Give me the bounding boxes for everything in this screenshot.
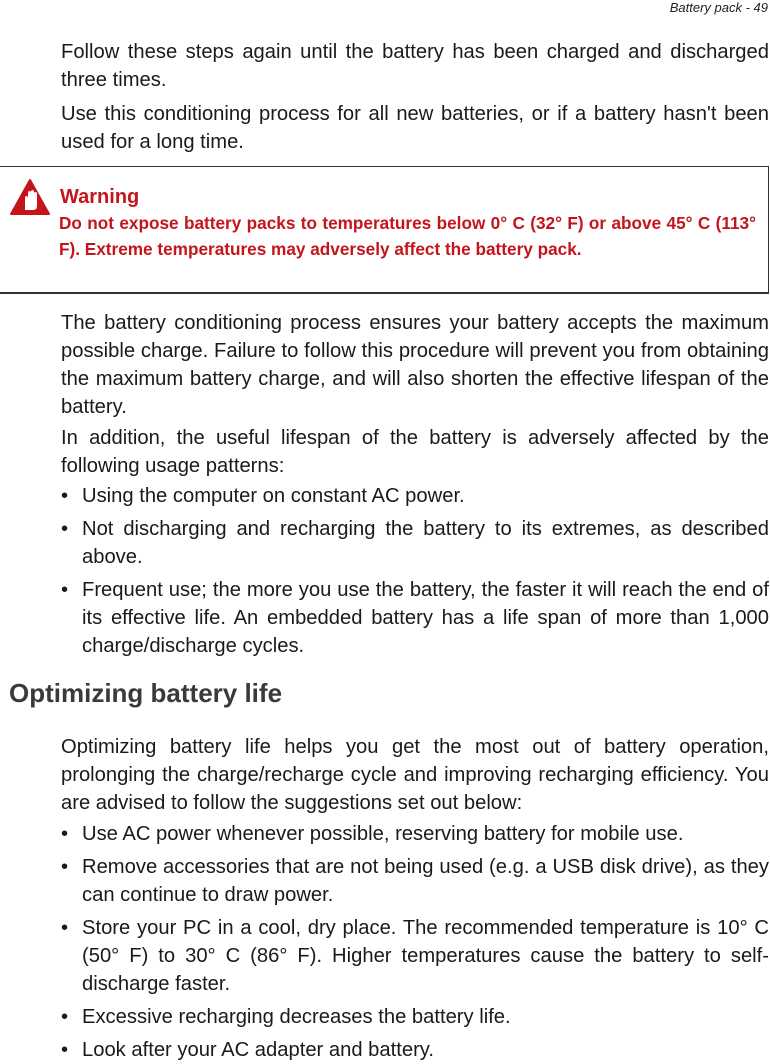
bullet-marker: • — [61, 856, 69, 878]
list-item — [61, 1003, 769, 1031]
list-item — [61, 1036, 769, 1064]
list-item — [61, 482, 769, 510]
list-item-text: Use AC power whenever possible, reserving battery for mobile use. — [82, 823, 684, 845]
list-item — [61, 914, 769, 998]
list-item-text: Store your PC in a cool, dry place. The recommended temperature is 10° C (50° F) to 30° C (86° F). Higher temperatures cause the battery to self-discharge faster. — [82, 917, 769, 995]
list-item-text: Remove accessories that are not being used (e.g. a USB disk drive), as they can continue to draw power. — [82, 856, 769, 906]
warning-box — [0, 166, 769, 294]
list-item-text: Look after your AC adapter and battery. — [82, 1039, 434, 1061]
intro-paragraph-1: Follow these steps again until the battery has been charged and discharged three times. — [61, 41, 769, 91]
conditioning-paragraph-2: In addition, the useful lifespan of the battery is adversely affected by the following usage patterns: — [61, 427, 769, 477]
bullet-marker: • — [61, 823, 69, 845]
list-item-text: Not discharging and recharging the battery to its extremes, as described above. — [82, 518, 769, 568]
list-item-text: Excessive recharging decreases the battery life. — [82, 1006, 511, 1028]
list-item — [61, 820, 769, 848]
list-item-text: Using the computer on constant AC power. — [82, 485, 465, 507]
list-item-text: Frequent use; the more you use the battery, the faster it will reach the end of its effective life. An embedded battery has a life span of more than 1,000 charge/discharge cycles. — [82, 579, 769, 657]
bullet-marker: • — [61, 485, 69, 507]
warning-hand-icon — [10, 179, 50, 215]
bullet-marker: • — [61, 917, 69, 939]
list-item — [61, 853, 769, 909]
optimizing-paragraph: Optimizing battery life helps you get the most out of battery operation, prolonging the charge/recharge cycle and improving recharging efficiency. You are advised to follow the suggestions set out below: — [61, 736, 769, 814]
bullet-marker: • — [61, 518, 69, 540]
warning-text: Do not expose battery packs to temperatures below 0° C (32° F) or above 45° C (113° F). Extreme temperatures may adversely affect the battery pack. — [59, 213, 756, 259]
conditioning-paragraph-1: The battery conditioning process ensures your battery accepts the maximum possible charge. Failure to follow this procedure will prevent you from obtaining the maximum battery charge, and will also shorten the effective lifespan of the battery. — [61, 312, 769, 418]
running-header: Battery pack - 49 — [669, 0, 768, 15]
bullet-marker: • — [61, 579, 69, 601]
list-item — [61, 576, 769, 660]
section-title: Optimizing battery life — [9, 678, 283, 708]
intro-paragraph-2: Use this conditioning process for all new batteries, or if a battery hasn't been used for a long time. — [61, 103, 769, 153]
bullet-marker: • — [61, 1039, 69, 1061]
list-item — [61, 515, 769, 571]
warning-title: Warning — [60, 186, 140, 208]
bullet-marker: • — [61, 1006, 69, 1028]
